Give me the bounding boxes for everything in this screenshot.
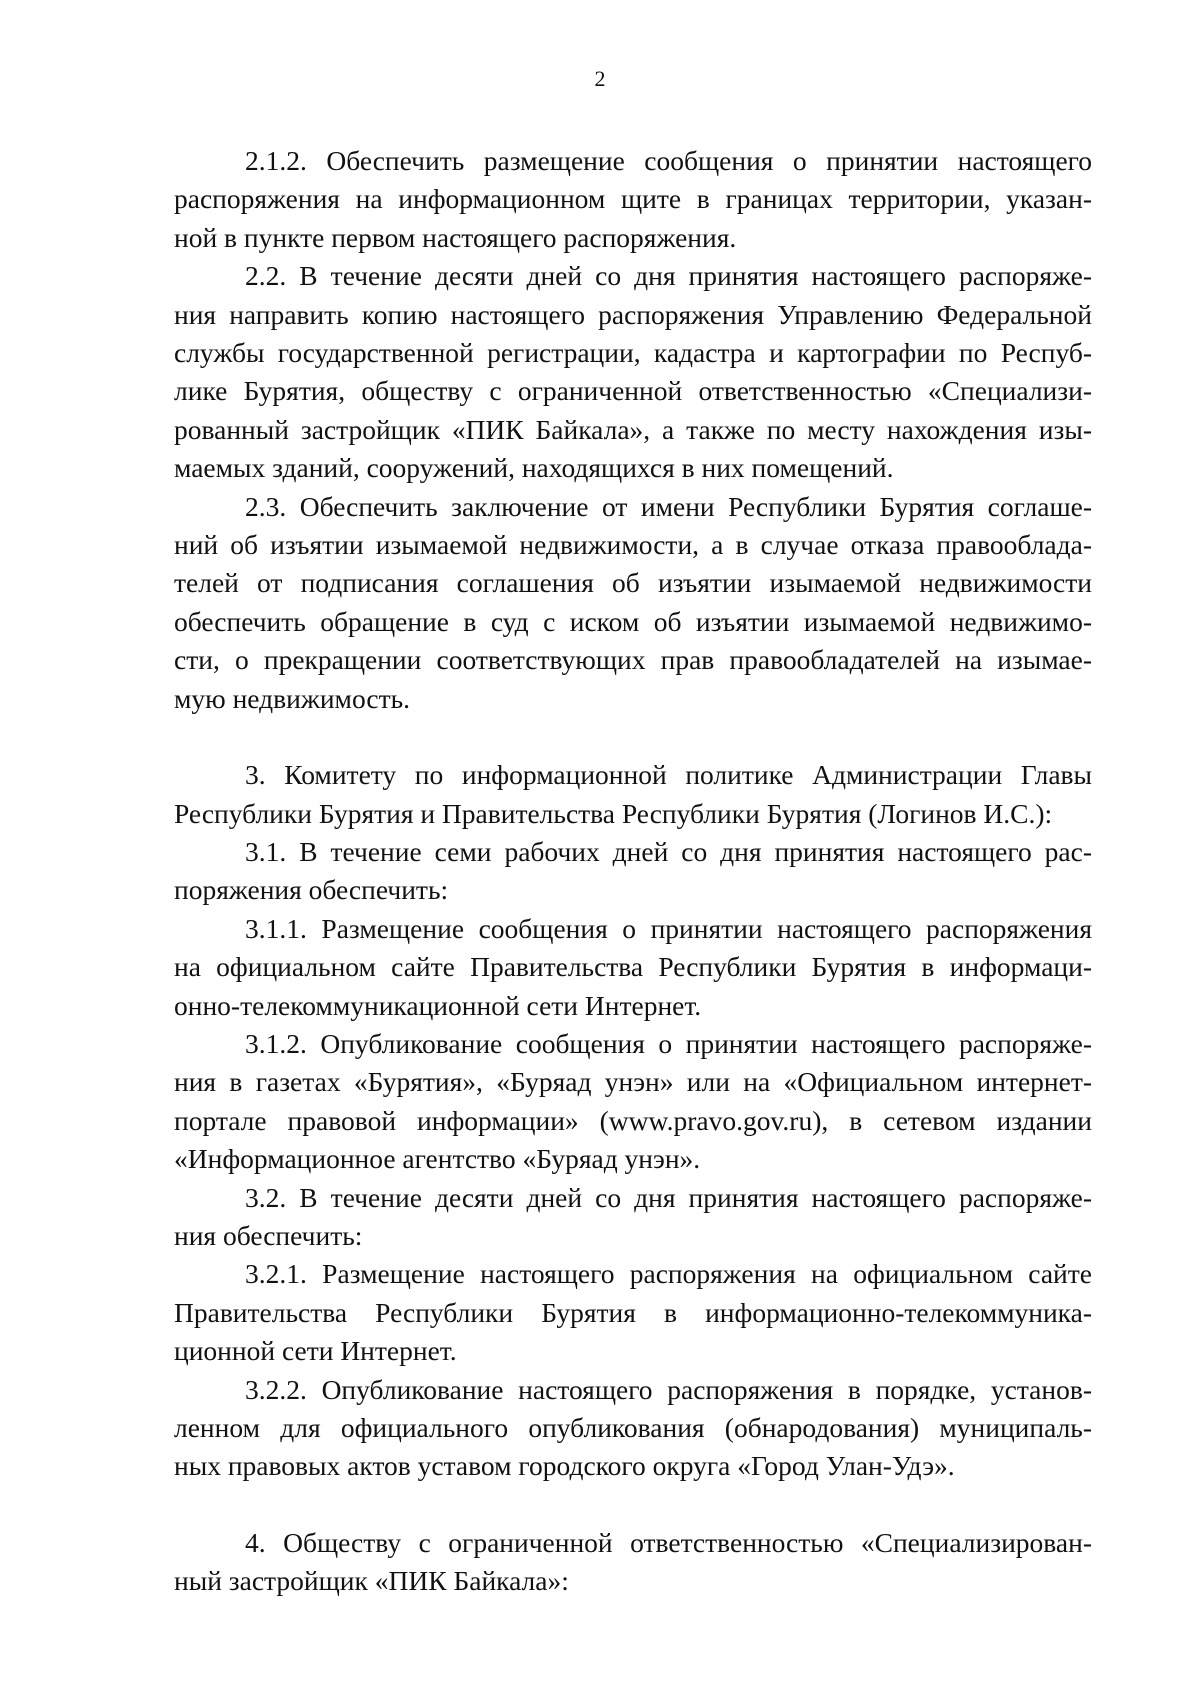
text-line: онно-телекоммуникационной сети Интернет. xyxy=(174,989,702,1021)
paragraph-3-2 xyxy=(174,1179,1092,1256)
text-line: 2.2. В течение десяти дней со дня принятия настоящего распоряже- xyxy=(245,260,1092,292)
paragraph-2-3 xyxy=(174,488,1092,718)
paragraph-2-2 xyxy=(174,257,1092,487)
text-line: ния направить копию настоящего распоряжения Управлению Федеральной xyxy=(174,298,1092,330)
text-line: ционной сети Интернет. xyxy=(174,1335,457,1367)
text-line: ния обеспечить: xyxy=(174,1219,363,1251)
paragraph-4 xyxy=(174,1524,1092,1601)
paragraph-3 xyxy=(174,756,1092,833)
page-number: 2 xyxy=(594,66,606,91)
text-line: ний об изъятии изымаемой недвижимости, а в случае отказа правооблада- xyxy=(174,529,1092,561)
text-line: 3.1.1. Размещение сообщения о принятии настоящего распоряжения xyxy=(245,912,1092,944)
document-body xyxy=(174,142,1092,1601)
text-line: ных правовых актов уставом городского округа «Город Улан-Удэ». xyxy=(174,1450,955,1482)
text-line: ный застройщик «ПИК Байкала»: xyxy=(174,1565,569,1597)
text-line: 3.1.2. Опубликование сообщения о принятии настоящего распоряже- xyxy=(245,1027,1092,1059)
text-line: 3.2. В течение десяти дней со дня принятия настоящего распоряже- xyxy=(245,1181,1092,1213)
paragraph-3-1-1 xyxy=(174,910,1092,1025)
text-line: 3. Комитету по информационной политике Администрации Главы xyxy=(245,759,1092,791)
section-spacer xyxy=(174,1486,1092,1524)
section-spacer xyxy=(174,718,1092,756)
text-line: лике Бурятия, обществу с ограниченной ответственностью «Специализи- xyxy=(174,375,1092,407)
text-line: мую недвижимость. xyxy=(174,682,411,714)
text-line: ния в газетах «Бурятия», «Буряад унэн» или на «Официальном интернет- xyxy=(174,1066,1092,1098)
text-line: распоряжения на информационном щите в границах территории, указан- xyxy=(174,183,1092,215)
text-line: телей от подписания соглашения об изъятии изымаемой недвижимости xyxy=(174,567,1092,599)
text-line: портале правовой информации» (www.pravo.gov.ru), в сетевом издании xyxy=(174,1104,1092,1136)
text-line: 4. Обществу с ограниченной ответственностью «Специализирован- xyxy=(245,1526,1092,1558)
text-line: ленном для официального опубликования (обнародования) муниципаль- xyxy=(174,1412,1092,1443)
text-line: 3.1. В течение семи рабочих дней со дня принятия настоящего рас- xyxy=(245,835,1092,867)
text-line: службы государственной регистрации, кадастра и картографии по Респуб- xyxy=(174,337,1092,369)
text-line: обеспечить обращение в суд с иском об изъятии изымаемой недвижимо- xyxy=(174,605,1092,637)
paragraph-3-2-1 xyxy=(174,1255,1092,1370)
text-line: «Информационное агентство «Буряад унэн». xyxy=(174,1143,701,1175)
text-line: 2.1.2. Обеспечить размещение сообщения о принятии настоящего xyxy=(245,145,1092,176)
text-line: 2.3. Обеспечить заключение от имени Республики Бурятия соглаше- xyxy=(245,490,1092,522)
paragraph-2-1-2 xyxy=(174,142,1092,257)
text-line: на официальном сайте Правительства Республики Бурятия в информаци- xyxy=(174,951,1092,983)
text-line: 3.2.2. Опубликование настоящего распоряжения в порядке, установ- xyxy=(245,1373,1092,1405)
paragraph-3-2-2 xyxy=(174,1371,1092,1486)
paragraph-3-1 xyxy=(174,833,1092,910)
text-line: маемых зданий, сооружений, находящихся в них помещений. xyxy=(174,452,894,484)
text-line: Республики Бурятия и Правительства Республики Бурятия (Логинов И.С.): xyxy=(174,797,1053,829)
text-line: поряжения обеспечить: xyxy=(174,874,449,906)
paragraph-3-1-2 xyxy=(174,1025,1092,1179)
text-line: сти, о прекращении соответствующих прав правообладателей на изымае- xyxy=(174,644,1092,676)
text-line: 3.2.1. Размещение настоящего распоряжения на официальном сайте xyxy=(245,1258,1092,1290)
text-line: Правительства Республики Бурятия в информационно-телекоммуника- xyxy=(174,1296,1092,1328)
text-line: рованный застройщик «ПИК Байкала», а также по месту нахождения изы- xyxy=(174,413,1092,445)
text-line: ной в пункте первом настоящего распоряжения. xyxy=(174,221,737,253)
